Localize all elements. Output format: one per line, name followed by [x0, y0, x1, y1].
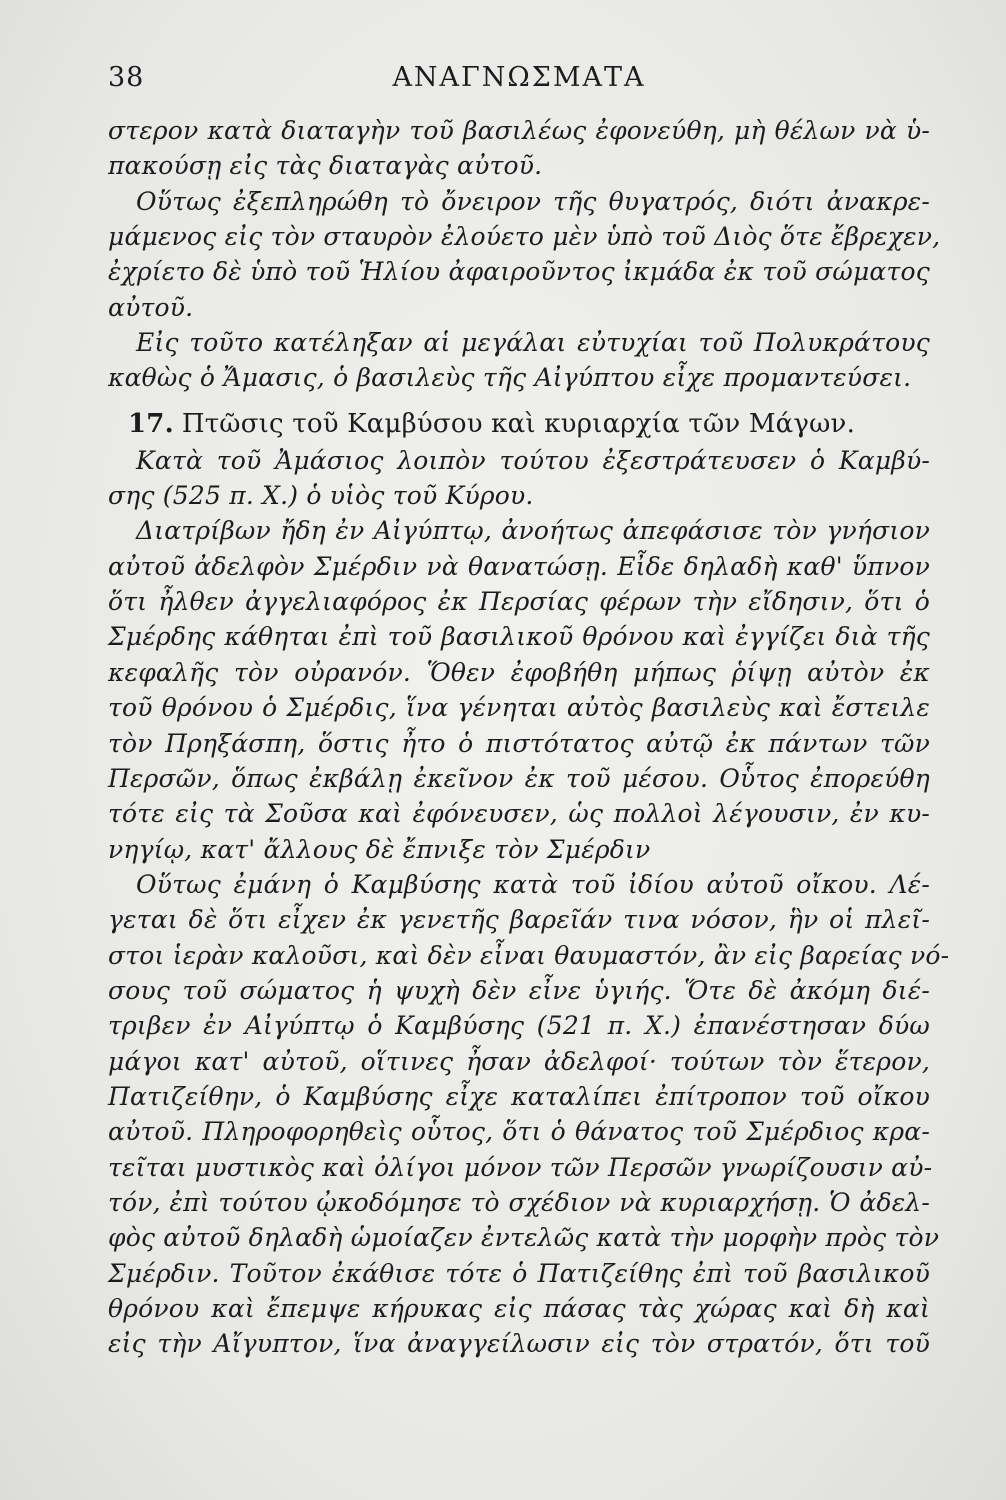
text-line: φὸς αὐτοῦ δηλαδὴ ὡμοίαζεν ἐντελῶς κατὰ τὴν μορφὴν πρὸς τὸν: [108, 1223, 940, 1253]
text-line: Σμέρδης κάθηται ἐπὶ τοῦ βασιλικοῦ θρόνου καὶ ἐγγίζει διὰ τῆς: [108, 622, 930, 652]
page-number: 38: [108, 62, 145, 93]
running-head: ΑΝΑΓΝΩΣΜΑΤΑ: [392, 62, 646, 93]
body-text: [108, 113, 950, 1362]
section-title: Πτῶσις τοῦ Καμβύσου καὶ κυριαρχία τῶν Μάγων.: [181, 408, 856, 439]
text-line: Περσῶν, ὅπως ἐκβάλῃ ἐκεῖνον ἐκ τοῦ μέσου. Οὗτος ἐπορεύθη: [108, 763, 930, 793]
text-line: τριβεν ἐν Αἰγύπτῳ ὁ Καμβύσης (521 π. Χ.) ἐπανέστησαν δύω: [108, 1011, 930, 1041]
text-line: νηγίῳ, κατ' ἄλλους δὲ ἔπνιξε τὸν Σμέρδιν: [108, 834, 651, 864]
text-line: τεῖται μυστικὸς καὶ ὀλίγοι μόνον τῶν Περσῶν γνωρίζουσιν αὐ-: [108, 1152, 933, 1182]
text-line: στερον κατὰ διαταγὴν τοῦ βασιλέως ἐφονεύθη, μὴ θέλων νὰ ὑ-: [108, 116, 930, 145]
text-line: Οὕτως ἐμάνη ὁ Καμβύσης κατὰ τοῦ ἰδίου αὐτοῦ οἴκου. Λέ-: [136, 869, 930, 899]
text-line: πακούσῃ εἰς τὰς διαταγὰς αὐτοῦ.: [108, 151, 543, 181]
text-line: σους τοῦ σώματος ἡ ψυχὴ δὲν εἶνε ὑγιής. Ὅτε δὲ ἀκόμη διέ-: [108, 975, 930, 1005]
text-line: μάγοι κατ' αὐτοῦ, οἵτινες ἦσαν ἀδελφοί· τούτων τὸν ἕτερον,: [108, 1046, 930, 1076]
text-line: τὸν Πρηξάσπη, ὅστις ἦτο ὁ πιστότατος αὐτῷ ἐκ πάντων τῶν: [108, 728, 930, 758]
text-line: θρόνου καὶ ἔπεμψε κήρυκας εἰς πάσας τὰς χώρας καὶ δὴ καὶ: [108, 1294, 930, 1323]
text-line: Κατὰ τοῦ Ἀμάσιος λοιπὸν τούτου ἐξεστράτευσεν ὁ Καμβύ-: [136, 445, 930, 475]
text-line: τόν, ἐπὶ τούτου ᾠκοδόμησε τὸ σχέδιον νὰ κυριαρχήσῃ. Ὁ ἀδελ-: [108, 1187, 930, 1217]
text-line: Οὕτως ἐξεπληρώθη τὸ ὄνειρον τῆς θυγατρός, διότι ἀνακρε-: [136, 186, 930, 216]
text-line: αὐτοῦ.: [108, 292, 194, 322]
text-line: Εἰς τοῦτο κατέληξαν αἱ μεγάλαι εὐτυχίαι τοῦ Πολυκράτους: [136, 328, 930, 358]
text-line: αὐτοῦ. Πληροφορηθεὶς οὗτος, ὅτι ὁ θάνατος τοῦ Σμέρδιος κρα-: [108, 1117, 930, 1147]
text-line: σης (525 π. Χ.) ὁ υἱὸς τοῦ Κύρου.: [108, 481, 534, 511]
text-line: τοῦ θρόνου ὁ Σμέρδις, ἵνα γένηται αὐτὸς βασιλεὺς καὶ ἔστειλε: [108, 693, 930, 723]
text-line: Πατιζείθην, ὁ Καμβύσης εἶχε καταλίπει ἐπίτροπον τοῦ οἴκου: [108, 1081, 930, 1111]
text-line: καθὼς ὁ Ἄμασις, ὁ βασιλεὺς τῆς Αἰγύπτου εἶχε προμαντεύσει.: [108, 363, 912, 393]
text-line: μάμενος εἰς τὸν σταυρὸν ἐλούετο μὲν ὑπὸ τοῦ Διὸς ὅτε ἔβρεχεν,: [108, 222, 941, 252]
text-line: ὅτι ἦλθεν ἀγγελιαφόρος ἐκ Περσίας φέρων τὴν εἴδησιν, ὅτι ὁ: [108, 587, 930, 617]
section-number: 17.: [128, 408, 174, 439]
text-line: γεται δὲ ὅτι εἶχεν ἐκ γενετῆς βαρεῖάν τινα νόσον, ἣν οἱ πλεῖ-: [108, 905, 930, 935]
page-header: [108, 62, 930, 102]
text-line: Σμέρδιν. Τοῦτον ἐκάθισε τότε ὁ Πατιζείθης ἐπὶ τοῦ βασιλικοῦ: [108, 1258, 930, 1288]
section-heading: [108, 399, 930, 443]
text-line: στοι ἱερὰν καλοῦσι, καὶ δὲν εἶναι θαυμαστόν, ἂν εἰς βαρείας νό-: [108, 940, 950, 970]
text-line: αὐτοῦ ἀδελφὸν Σμέρδιν νὰ θανατώσῃ. Εἶδε δηλαδὴ καθ' ὕπνον: [108, 551, 930, 581]
text-line: κεφαλῆς τὸν οὐρανόν. Ὅθεν ἐφοβήθη μήπως ῥίψῃ αὐτὸν ἐκ: [108, 657, 930, 687]
text-line: ἐχρίετο δὲ ὑπὸ τοῦ Ἡλίου ἀφαιροῦντος ἰκμάδα ἐκ τοῦ σώματος: [108, 257, 930, 287]
text-line: εἰς τὴν Αἴγυπτον, ἵνα ἀναγγείλωσιν εἰς τὸν στρατόν, ὅτι τοῦ: [108, 1329, 930, 1359]
text-line: τότε εἰς τὰ Σοῦσα καὶ ἐφόνευσεν, ὡς πολλοὶ λέγουσιν, ἐν κυ-: [108, 799, 930, 829]
text-line: Διατρίβων ἤδη ἐν Αἰγύπτῳ, ἀνοήτως ἀπεφάσισε τὸν γνήσιον: [136, 516, 930, 546]
